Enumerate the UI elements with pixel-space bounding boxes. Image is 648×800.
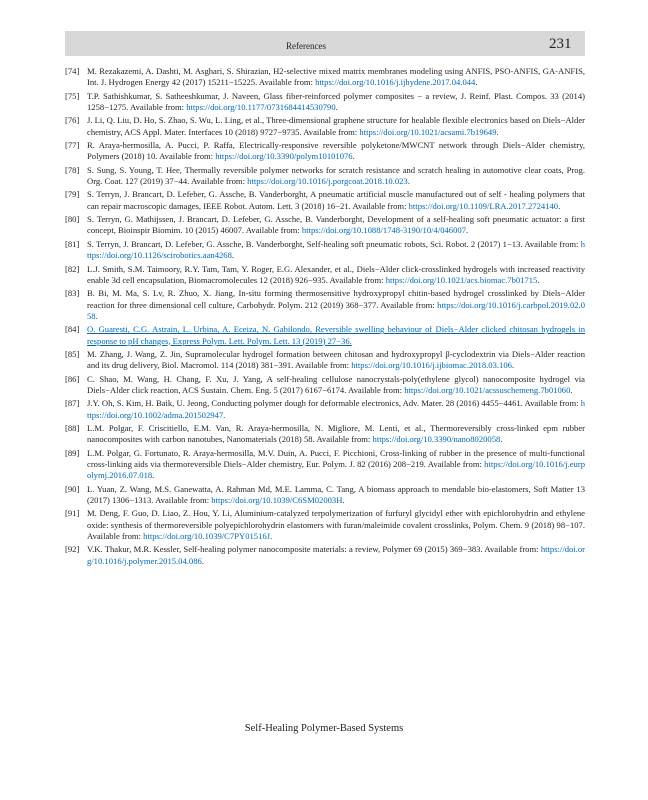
reference-text: L.M. Polgar, G. Fortunato, R. Araya-hermosilla, M.V. Duin, A. Pucci, F. Picchioni, Cross-linking of rubber in the presence of multi-functional cross-linking aids via thermoreversible Diels−Alder chemistry, Eur. Polym. J. 82 (2016) 208−219. Available from: xyxy=(87,447,585,469)
doi-link[interactable]: https://doi.org/10.3390/nano8020058 xyxy=(372,434,501,445)
reference-item xyxy=(65,484,585,507)
reference-tail: . xyxy=(95,310,98,321)
reference-tail: . xyxy=(475,77,478,88)
reference-text[interactable]: O. Guaresti, C.G. Astrain, L. Urbina, A. Eceiza, N. Gabilondo, Reversible swelling behaviour of Diels−Alder clicked chitosan hydrogels in response to pH changes, Express Polym. Lett. Polym. Lett. 13 (2019) 27−36. xyxy=(87,324,585,346)
reference-tail: . xyxy=(407,176,410,187)
reference-number: [91] xyxy=(65,508,80,519)
reference-item xyxy=(65,264,585,287)
reference-item xyxy=(65,115,585,138)
reference-tail: . xyxy=(342,495,345,506)
reference-text: S. Terryn, J. Brancart, D. Lefeber, G. Assche, B. Vanderborght, Self-healing soft pneumatic robots, Sci. Robot. 2 (2017) 1−13. Available from: xyxy=(87,238,581,249)
reference-text: B. Bi, M. Ma, S. Lv, R. Zhuo, X. Jiang, In-situ forming thermosensitive hydroxypropyl chitin-based hydrogel crosslinked by Diels−Alder reaction for three dimensional cell culture, Carbohydr. Polym. 212 (2019) 368−377. Available from: xyxy=(87,288,585,310)
reference-tail: . xyxy=(558,200,561,211)
reference-number: [84] xyxy=(65,324,80,335)
reference-item xyxy=(65,448,585,482)
reference-number: [88] xyxy=(65,422,80,433)
reference-item xyxy=(65,140,585,163)
footer-book-title: Self-Healing Polymer-Based Systems xyxy=(244,723,404,734)
reference-text: S. Sung, S. Young, T. Hee, Thermally reversible polymer networks for scratch resistance and scratch healing in automotive clear coats, Prog. Org. Coat. 127 (2019) 37−44. Available from: xyxy=(87,164,585,187)
doi-link[interactable]: https://doi.org/10.1109/LRA.2017.2724140 xyxy=(408,200,559,211)
reference-number: [77] xyxy=(65,140,80,151)
reference-number: [81] xyxy=(65,238,80,249)
reference-tail: . xyxy=(466,225,469,236)
reference-text: M. Rezakazemi, A. Dashti, M. Asghari, S. Shirazian, H2-selective mixed matrix membranes modeling using ANFIS, PSO-ANFIS, GA-ANFIS, Int. J. Hydrogen Energy 42 (2017) 15211−15225. Available from: xyxy=(87,66,585,88)
reference-item xyxy=(65,398,585,421)
reference-number: [83] xyxy=(65,288,80,299)
reference-text: C. Shao, M. Wang, H. Chang, F. Xu, J. Yang, A self-healing cellulose nanocrystals-poly(ethylene glycol) nanocomposite hydrogel via Diels−Alder click reaction, ACS Sustain. Chem. Eng. 5 (2017) 6167−6174. Available from: xyxy=(87,373,585,395)
reference-tail: . xyxy=(201,555,204,566)
doi-link[interactable]: https://doi.org/10.1016/j.carbpol.2019.02.058 xyxy=(87,299,585,321)
reference-tail: . xyxy=(496,126,499,137)
reference-text: J.Y. Oh, S. Kim, H. Baik, U. Jeong, Conducting polymer dough for deformable electronics, Adv. Mater. 28 (2016) 4455−4461. Available from: xyxy=(87,398,581,409)
reference-item xyxy=(65,544,585,567)
running-head: References xyxy=(286,41,326,51)
reference-item xyxy=(65,189,585,212)
doi-link[interactable]: https://doi.org/10.1088/1748-3190/10/4/046007 xyxy=(301,225,466,236)
reference-number: [85] xyxy=(65,348,80,359)
reference-tail: . xyxy=(152,470,155,481)
reference-text: S. Terryn, G. Mathijssen, J. Brancart, D. Lefeber, G. Assche, B. Vanderborght, Development of a self-healing soft pneumatic actuator: a first concept, Bioinspir Biomim. 10 (2015) 46007. Available from: xyxy=(87,214,585,236)
reference-text: L.M. Polgar, F. Criscitiello, E.M. Van, R. Araya-hermosilla, N. Migliore, M. Lenti, et al., Thermoreversibly cross-linked epm rubber nanocomposites with carbon nanotubes, Nanomaterials (2018) 58. Available from: xyxy=(87,422,585,445)
reference-number: [87] xyxy=(65,398,80,409)
reference-text: S. Terryn, J. Brancart, D. Lefeber, G. Assche, B. Vanderborght, A pneumatic artificial muscle manufactured out of self - healing polymers that can repair macroscopic damages, IEEE Robot. Autom. Lett. 3 (2018) 16−21. Available from: xyxy=(87,189,585,211)
reference-text: J. Li, Q. Liu, D. Ho, S. Zhao, S. Wu, L. Ling, et al., Three-dimensional graphene structure for healable flexible electronics based on Diels−Alder chemistry, ACS Appl. Mater. Interfaces 10 (2018) 9727−9735. Available from: xyxy=(87,115,585,137)
doi-link[interactable]: https://doi.org/10.1016/j.ijbiomac.2018.03.106 xyxy=(351,360,512,371)
reference-tail: . xyxy=(335,102,338,113)
reference-item xyxy=(65,165,585,188)
doi-link[interactable]: https://doi.org/10.1021/acs.biomac.7b01715 xyxy=(385,274,538,285)
reference-tail: . xyxy=(352,151,355,162)
reference-text: R. Araya-hermosilla, A. Pucci, P. Raffa, Electrically-responsive reversible polyketone/MWCNT network through Diels−Alder chemistry, Polymers (2018) 10. Available from: xyxy=(87,140,585,162)
doi-link[interactable]: https://doi.org/10.1016/j.ijhydene.2017.04.044 xyxy=(315,77,476,88)
reference-item xyxy=(65,349,585,372)
reference-text: M. Zhang, J. Wang, Z. Jin, Supramolecular hydrogel formation between chitosan and hydroxypropyl β-cyclodextrin via Diels−Alder reaction and its drug delivery, Biol. Macromol. 114 (2018) 381−391. Available from: xyxy=(87,348,585,371)
reference-item xyxy=(65,324,585,347)
reference-number: [75] xyxy=(65,90,80,101)
reference-text: L. Yuan, Z. Wang, M.S. Ganewatta, A. Rahman Md, M.E. Lamma, C. Tang, A biomass approach to mendable bio-elastomers, Soft Matter 13 (2017) 1306−1313. Available from: xyxy=(87,483,585,506)
reference-item xyxy=(65,66,585,89)
doi-link[interactable]: https://doi.org/10.1021/acssuschemeng.7b01060 xyxy=(404,384,571,395)
reference-tail: . xyxy=(223,409,226,420)
doi-link[interactable]: https://doi.org/10.1126/scirobotics.aan4268 xyxy=(87,238,585,261)
reference-item xyxy=(65,214,585,237)
reference-number: [90] xyxy=(65,483,80,494)
reference-number: [80] xyxy=(65,214,80,225)
doi-link[interactable]: https://doi.org/10.1002/adma.201502947 xyxy=(87,398,585,420)
doi-link[interactable]: https://doi.org/10.1177/0731684414530790 xyxy=(186,102,336,113)
reference-item xyxy=(65,423,585,446)
doi-link[interactable]: https://doi.org/10.1039/C7PY01516J xyxy=(143,531,271,542)
doi-link[interactable]: https://doi.org/10.1016/j.porgcoat.2018.10.023 xyxy=(247,176,408,187)
reference-item xyxy=(65,374,585,397)
reference-tail: . xyxy=(231,250,235,261)
reference-text: V.K. Thakur, M.R. Kessler, Self-healing polymer nanocomposite materials: a review, Polymer 69 (2015) 369−383. Available from: xyxy=(87,544,541,555)
reference-tail: . xyxy=(537,274,540,285)
reference-tail: . xyxy=(570,384,573,395)
reference-tail: . xyxy=(511,360,515,371)
reference-number: [79] xyxy=(65,189,80,200)
doi-link[interactable]: https://doi.org/10.1039/C6SM02003H xyxy=(211,495,343,506)
doi-link[interactable]: https://doi.org/10.1016/j.polymer.2015.04.086 xyxy=(87,544,585,566)
reference-tail: . xyxy=(500,434,503,445)
reference-number: [82] xyxy=(65,263,80,274)
reference-number: [74] xyxy=(65,66,80,76)
reference-tail: . xyxy=(270,531,273,542)
reference-text: T.P. Sathishkumar, S. Satheeshkumar, J. Naveen, Glass fiber-reinforced polymer composites − a review, J. Reinf. Plast. Compos. 33 (2014) 1258−1275. Available from: xyxy=(87,90,585,113)
reference-item xyxy=(65,91,585,114)
reference-number: [76] xyxy=(65,115,80,126)
reference-item xyxy=(65,239,585,262)
doi-link[interactable]: https://doi.org/10.3390/polym10101076 xyxy=(215,151,353,162)
reference-text: L.J. Smith, S.M. Taimoory, R.Y. Tam, Tam, Y. Roger, E.G. Alexander, et al., Diels−Alder click-crosslinked hydrogels with increased reactivity enable 3d cell encapsulation, Biomacromolecules 12 (2018) 926−935. Available from: xyxy=(87,263,585,285)
reference-text: M. Deng, F. Guo, D. Liao, Z. Hou, Y. Li, Aluminium-catalyzed terpolymerization of furfuryl glycidyl ether with epichlorohydrin and ethylene oxide: synthesis of thermoreversible polyepichlorohydrin elastomers with furan/maleimide covalent crosslinks, Polym. Chem. 9 (2018) 98−107. Available from: xyxy=(87,508,585,542)
reference-list xyxy=(65,66,585,569)
page-number: 231 xyxy=(549,36,572,52)
reference-item xyxy=(65,288,585,322)
reference-number: [92] xyxy=(65,544,80,555)
doi-link[interactable]: https://doi.org/10.1021/acsami.7b19649 xyxy=(359,126,497,137)
reference-number: [78] xyxy=(65,164,80,175)
reference-number: [86] xyxy=(65,373,80,384)
reference-number: [89] xyxy=(65,447,80,458)
reference-item xyxy=(65,508,585,542)
doi-link[interactable]: https://doi.org/10.1016/j.eurpolymj.2016.07.018 xyxy=(87,459,585,481)
